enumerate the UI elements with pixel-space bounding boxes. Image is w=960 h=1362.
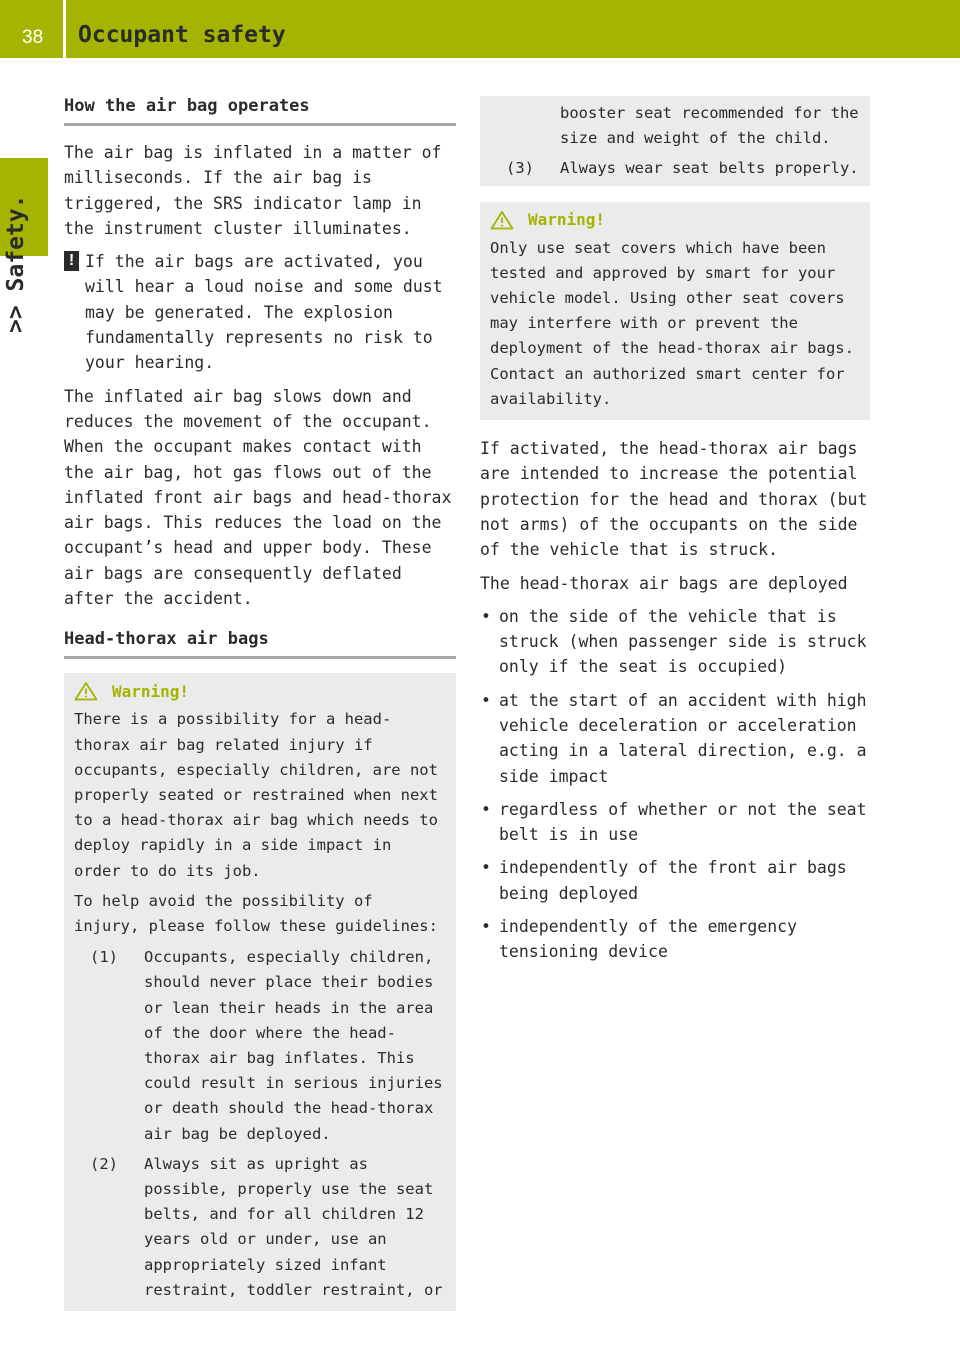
list-number: (2) bbox=[90, 1154, 118, 1173]
list-number: (1) bbox=[90, 948, 118, 967]
list-item bbox=[480, 604, 870, 680]
warning-label: Warning! bbox=[112, 681, 190, 701]
bullet: • bbox=[481, 690, 491, 710]
list-item bbox=[480, 688, 870, 789]
list-text: Always sit as upright as possible, properly use the seat belts, and for all children 12 years old or under, use an appropriately sized infant restraint, toddler restraint, or bbox=[144, 1154, 443, 1299]
section-heading-head-thorax: Head-thorax air bags bbox=[64, 629, 456, 659]
warning-box-continued bbox=[480, 96, 870, 186]
bullet: • bbox=[481, 799, 491, 819]
section-heading-air-bag-operation: How the air bag operates bbox=[64, 96, 456, 126]
list-number: (3) bbox=[506, 159, 534, 178]
list-item bbox=[480, 855, 870, 906]
bullet: • bbox=[481, 917, 491, 937]
paragraph: If activated, the head-thorax air bags are intended to increase the potential protection for the head and thorax (but not arms) of the occupants on the side of the vehicle that is struck. bbox=[480, 439, 868, 560]
warning-header bbox=[490, 210, 860, 230]
warning-triangle-icon bbox=[74, 681, 98, 701]
warning-box bbox=[64, 673, 456, 1311]
header-divider bbox=[63, 0, 66, 58]
guideline-list bbox=[74, 945, 446, 1303]
chapter-title: Occupant safety bbox=[78, 22, 286, 48]
list-text: Always wear seat belts properly. bbox=[560, 159, 859, 178]
list-item bbox=[74, 945, 446, 1147]
bullet: • bbox=[481, 606, 491, 626]
list-text: Occupants, especially children, should never place their bodies or lean their heads in the area of the door where the head-thorax air bag inflates. This could result in serious injuries or death should the head-thorax air bag be deployed. bbox=[144, 948, 443, 1143]
list-item bbox=[490, 156, 860, 181]
right-column bbox=[480, 96, 870, 973]
list-item bbox=[74, 1152, 446, 1303]
paragraph: The head-thorax air bags are deployed bbox=[480, 573, 848, 593]
warning-header bbox=[74, 681, 446, 701]
exclamation-icon: ! bbox=[64, 251, 79, 271]
deployment-conditions-list bbox=[480, 604, 870, 965]
note-text: If the air bags are activated, you will hear a loud noise and some dust may be generated. The explosion fundamentally represents no risk to your hearing. bbox=[85, 252, 443, 373]
list-text: on the side of the vehicle that is struck (when passenger side is struck only if the seat is occupied) bbox=[499, 606, 867, 677]
list-text: at the start of an accident with high vehicle deceleration or acceleration acting in a lateral direction, e.g. a side impact bbox=[499, 690, 867, 786]
paragraph: The inflated air bag slows down and reduces the movement of the occupant. When the occupant makes contact with the air bag, hot gas flows out of the inflated front air bags and head-thorax air bags. This reduces the load on the occupant’s head and upper body. These air bags are consequently deflated after the accident. bbox=[64, 386, 452, 609]
warning-label: Warning! bbox=[528, 210, 606, 230]
left-column bbox=[64, 96, 456, 1311]
list-item bbox=[480, 914, 870, 965]
warning-triangle-icon bbox=[490, 210, 514, 230]
note bbox=[64, 249, 456, 375]
warning-text: There is a possibility for a head-thorax air bag related injury if occupants, especially children, are not properly seated or restrained when next to a head-thorax air bag which needs to deploy rapidly in a side impact in order to do its job. bbox=[74, 710, 438, 880]
list-item bbox=[490, 101, 860, 151]
list-text: independently of the emergency tensioning device bbox=[499, 917, 798, 962]
list-text: independently of the front air bags being deployed bbox=[499, 858, 847, 903]
bullet: • bbox=[481, 858, 491, 878]
guideline-list-continued bbox=[490, 101, 860, 182]
list-text: booster seat recommended for the size and weight of the child. bbox=[560, 104, 859, 148]
warning-text: Only use seat covers which have been tested and approved by smart for your vehicle model. Using other seat covers may interfere with or prevent the deployment of the head-thorax air bags. Contact an authorized smart center for availability. bbox=[490, 238, 854, 408]
warning-box bbox=[480, 202, 870, 420]
side-section-label: >> Safety. bbox=[3, 195, 29, 334]
list-text: regardless of whether or not the seat belt is in use bbox=[499, 799, 867, 845]
page-number: 38 bbox=[22, 27, 44, 48]
warning-text: To help avoid the possibility of injury, please follow these guidelines: bbox=[74, 891, 438, 935]
list-item bbox=[480, 797, 870, 848]
paragraph: The air bag is inflated in a matter of milliseconds. If the air bag is triggered, the SRS indicator lamp in the instrument cluster illuminates. bbox=[64, 143, 442, 238]
